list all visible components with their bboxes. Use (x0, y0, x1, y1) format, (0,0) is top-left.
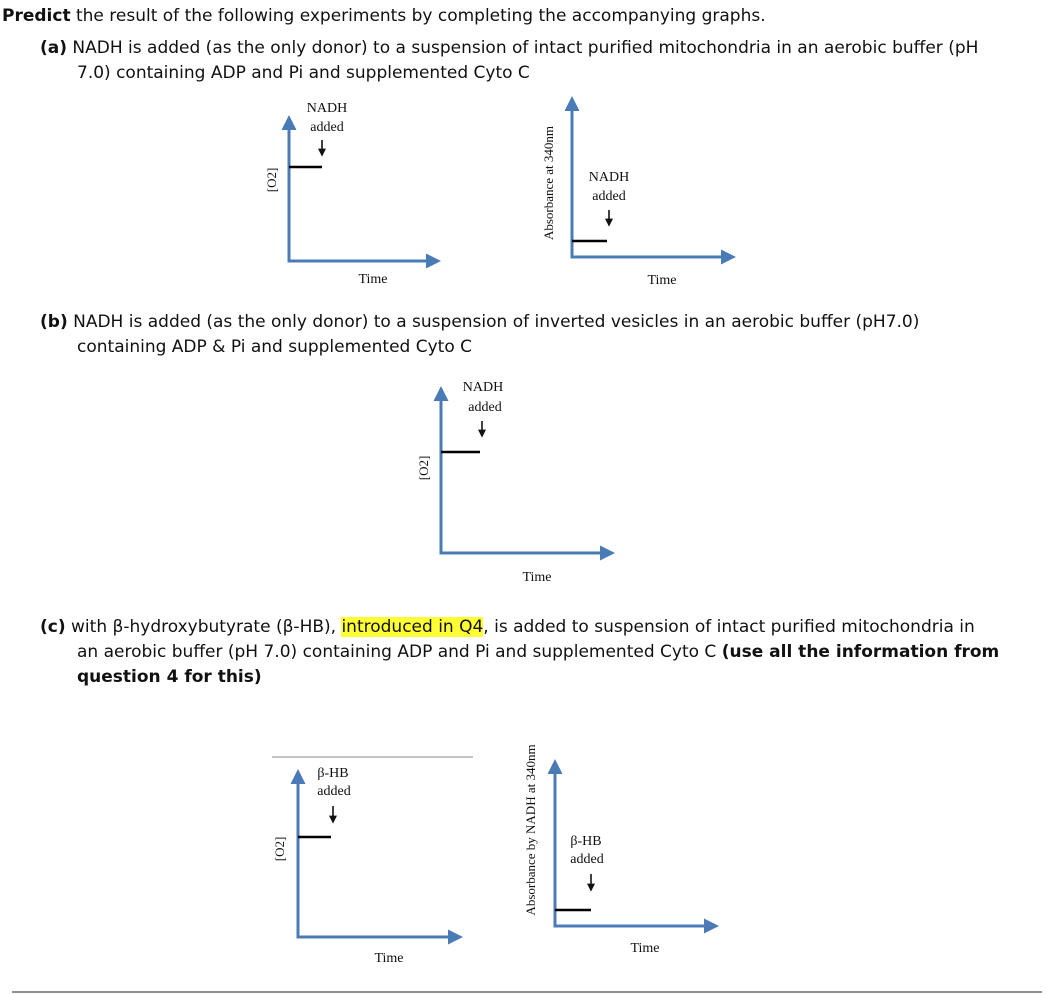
graph-a1-annotation-1: NADH (306, 101, 348, 116)
graph-c2-xlabel: Time (630, 941, 660, 956)
graph-b1-annotation-1: NADH (462, 380, 504, 395)
graph-c2-ylabel: Absorbance by NADH at 340nm (523, 744, 538, 916)
part-c-line3: question 4 for this) (77, 667, 262, 687)
graph-b1-axes (441, 389, 612, 553)
graph-b1-xlabel: Time (522, 570, 552, 585)
part-a-line2: 7.0) containing ADP and Pi and supplemented Cyto C (77, 63, 530, 83)
intro-rest: the result of the following experiments by completing the accompanying graphs. (70, 6, 766, 26)
graph-a2-ylabel: Absorbance at 340nm (541, 125, 556, 241)
graph-a2-annotation-1: NADH (588, 170, 630, 185)
intro-bold: Predict (2, 6, 71, 26)
part-a-text1: NADH is added (as the only donor) to a suspension of intact purified mitochondria in an aerobic buffer (pH (67, 38, 979, 58)
part-c-label: (c) (40, 617, 66, 637)
graph-c2-annotation-2: added (570, 852, 604, 867)
part-c-bold2: (use all the information from (721, 642, 1000, 662)
graph-c1-ylabel: [O2] (272, 836, 287, 862)
graph-c2-annotation-1: β-HB (570, 834, 602, 849)
graph-a2-annotation-2: added (592, 189, 626, 204)
graph-a1-axes (289, 118, 438, 261)
graph-b1-ylabel: [O2] (416, 455, 431, 481)
graph-a1-ylabel: [O2] (264, 167, 279, 193)
graph-a1 (264, 101, 438, 287)
part-c-text1b: , is added to suspension of intact purified mitochondria in (483, 617, 975, 637)
part-c-text1a: with β-hydroxybutyrate (β-HB), (65, 617, 342, 637)
graph-c2 (523, 744, 716, 956)
part-b-line2: containing ADP & Pi and supplemented Cyto C (77, 337, 473, 357)
graph-a2 (541, 99, 733, 288)
graph-a1-xlabel: Time (358, 272, 388, 287)
graph-a2-xlabel: Time (647, 273, 677, 288)
part-c-highlight: introduced in Q4 (341, 617, 484, 637)
graph-c1 (272, 766, 460, 966)
part-b-label: (b) (40, 312, 68, 332)
part-b-text1: NADH is added (as the only donor) to a suspension of inverted vesicles in an aerobic buffer (pH7.0) (67, 312, 920, 332)
part-c-text2: an aerobic buffer (pH 7.0) containing ADP and Pi and supplemented Cyto C (77, 642, 722, 662)
graph-c1-annotation-1: β-HB (317, 766, 349, 781)
graph-a1-annotation-2: added (310, 120, 344, 135)
graph-c1-xlabel: Time (374, 951, 404, 966)
graph-b1 (416, 380, 612, 585)
graph-c1-annotation-2: added (317, 784, 351, 799)
graph-b1-annotation-2: added (468, 400, 502, 415)
part-a-label: (a) (40, 38, 68, 58)
